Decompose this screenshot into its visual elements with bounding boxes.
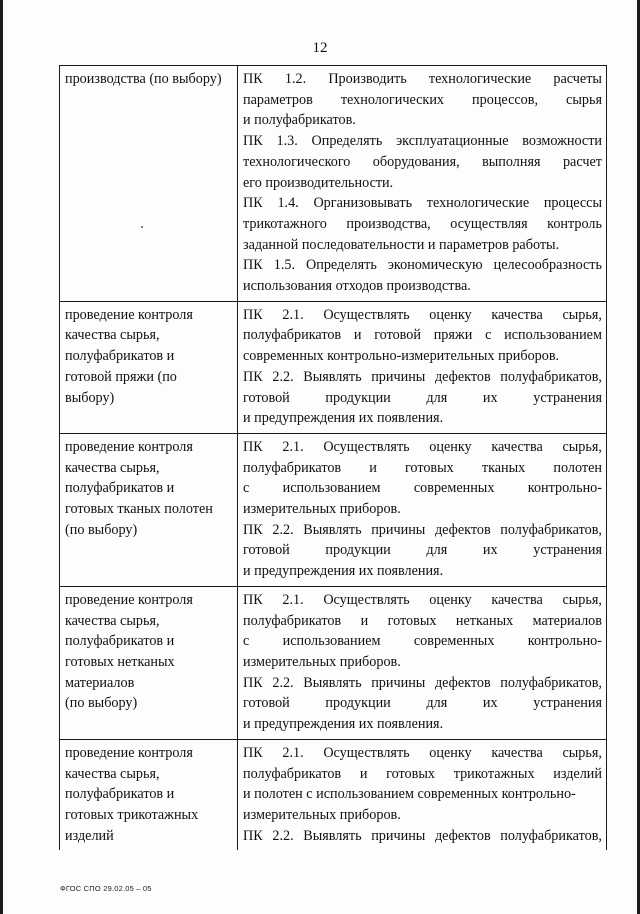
word: и bbox=[369, 459, 377, 476]
word: расчет bbox=[562, 153, 602, 170]
competency-line bbox=[243, 305, 602, 326]
word: и полотен с использованием современных контрольно- bbox=[243, 786, 576, 803]
activity-cell bbox=[60, 433, 238, 586]
competency-line bbox=[243, 325, 602, 346]
table-row bbox=[60, 586, 607, 739]
word: 2.1. bbox=[282, 744, 304, 761]
word: готовой bbox=[374, 327, 421, 344]
word: готовых bbox=[387, 612, 437, 629]
word: производства, bbox=[346, 215, 431, 232]
word: готовых bbox=[386, 765, 435, 782]
word: дефектов bbox=[434, 521, 491, 538]
word: сырья bbox=[566, 91, 602, 108]
word: использованием bbox=[504, 327, 602, 344]
activity-line: качества сырья, bbox=[65, 765, 160, 782]
activity-line: качества сырья, bbox=[65, 612, 160, 629]
word: причины bbox=[371, 827, 426, 844]
word: использованием bbox=[282, 480, 381, 497]
activity-line: качества сырья, bbox=[65, 459, 160, 476]
competency-line bbox=[243, 235, 602, 256]
competency-line bbox=[243, 805, 602, 826]
competency-paragraph bbox=[243, 255, 602, 296]
competency-paragraph bbox=[243, 590, 602, 673]
activity-line: готовых трикотажных bbox=[65, 807, 199, 824]
word: полотен bbox=[553, 459, 602, 476]
word: Выявлять bbox=[303, 827, 362, 844]
competency-line bbox=[243, 346, 602, 367]
activity-cell bbox=[60, 739, 238, 850]
activity-line: материалов bbox=[65, 674, 135, 691]
word: причины bbox=[371, 521, 426, 538]
word: Осуществлять bbox=[323, 306, 410, 323]
activity-line: проведение контроля bbox=[65, 438, 193, 455]
word: Осуществлять bbox=[323, 744, 410, 761]
competency-paragraph bbox=[243, 520, 602, 582]
word: Выявлять bbox=[303, 368, 362, 385]
competency-paragraph bbox=[243, 193, 602, 255]
word: качества bbox=[491, 306, 543, 323]
word: осуществляя bbox=[450, 215, 528, 232]
word: с bbox=[243, 480, 250, 497]
activity-line: готовой пряжи (по bbox=[65, 368, 177, 385]
competency-line bbox=[243, 714, 602, 735]
word: причины bbox=[371, 368, 426, 385]
word: устранения bbox=[533, 389, 602, 406]
competency-line bbox=[243, 499, 602, 520]
word: и предупреждения их появления. bbox=[243, 716, 444, 733]
word: современных контрольно-измерительных приборов. bbox=[243, 348, 560, 365]
word: целесообразность bbox=[493, 257, 602, 274]
word: Выявлять bbox=[303, 674, 362, 691]
word: ПК bbox=[243, 674, 263, 691]
competency-line bbox=[243, 631, 602, 652]
word: ПК bbox=[243, 257, 263, 274]
competency-paragraph bbox=[243, 437, 602, 520]
scan-speck bbox=[141, 226, 143, 228]
activity-line: проведение контроля bbox=[65, 591, 193, 608]
competency-paragraph bbox=[243, 131, 602, 193]
word: расчеты bbox=[553, 71, 602, 87]
word: ПК bbox=[243, 133, 263, 150]
word: его производительности. bbox=[243, 174, 394, 191]
footer-standard-code: ФГОС СПО 29.02.05 – 05 bbox=[60, 884, 152, 893]
word: 1.5. bbox=[273, 257, 295, 274]
word: контрольно- bbox=[527, 480, 602, 497]
word: готовых bbox=[404, 459, 454, 476]
word: возможности bbox=[522, 133, 602, 150]
word: трикотажных bbox=[453, 765, 535, 782]
word: их bbox=[482, 542, 498, 559]
word: 2.2. bbox=[272, 827, 294, 844]
word: сырья, bbox=[562, 306, 602, 323]
word: их bbox=[482, 695, 498, 712]
activity-line: (по выбору) bbox=[65, 695, 138, 712]
word: использования отходов производства. bbox=[243, 278, 471, 295]
competency-paragraph bbox=[243, 673, 602, 735]
word: изделий bbox=[553, 765, 602, 782]
competency-paragraph bbox=[243, 367, 602, 429]
word: Определять bbox=[311, 133, 383, 150]
word: дефектов bbox=[434, 368, 491, 385]
competency-line bbox=[243, 826, 602, 847]
word: полуфабрикатов, bbox=[500, 827, 602, 844]
word: 2.2. bbox=[272, 368, 294, 385]
competency-line bbox=[243, 90, 602, 111]
competency-line bbox=[243, 367, 602, 388]
word: полуфабрикатов bbox=[243, 327, 342, 344]
word: и предупреждения их появления. bbox=[243, 563, 444, 580]
activity-line: готовых нетканых bbox=[65, 654, 175, 671]
word: ПК bbox=[243, 521, 263, 538]
word: технологические bbox=[428, 71, 532, 87]
competency-paragraph bbox=[243, 826, 602, 847]
word: качества bbox=[491, 744, 543, 761]
word: Организовывать bbox=[313, 195, 413, 212]
table-row bbox=[60, 66, 607, 302]
word: Производить bbox=[328, 71, 407, 87]
word: 2.1. bbox=[282, 591, 304, 608]
word: ПК bbox=[243, 744, 263, 761]
word: устранения bbox=[533, 542, 602, 559]
competency-line bbox=[243, 784, 602, 805]
word: и предупреждения их появления. bbox=[243, 410, 444, 427]
activity-line: полуфабрикатов и bbox=[65, 480, 175, 497]
word: контрольно- bbox=[527, 633, 602, 650]
activity-line: проведение контроля bbox=[65, 744, 193, 761]
competency-paragraph bbox=[243, 743, 602, 826]
word: 1.2. bbox=[284, 71, 307, 87]
word: технологического bbox=[243, 153, 351, 170]
competency-line bbox=[243, 458, 602, 479]
word: и bbox=[359, 765, 368, 782]
word: измерительных приборов. bbox=[243, 654, 401, 671]
word: выполняя bbox=[482, 153, 541, 170]
competency-line bbox=[243, 520, 602, 541]
competency-line bbox=[243, 743, 602, 764]
word: ПК bbox=[243, 71, 263, 87]
word: ПК bbox=[243, 368, 263, 385]
word: оборудования, bbox=[372, 153, 460, 170]
word: современных bbox=[413, 633, 495, 650]
word: полуфабрикатов, bbox=[500, 674, 602, 691]
word: Осуществлять bbox=[323, 438, 410, 455]
activity-line: полуфабрикатов и bbox=[65, 348, 175, 365]
word: готовой bbox=[243, 695, 290, 712]
word: полуфабрикатов, bbox=[500, 521, 602, 538]
word: нетканых bbox=[455, 612, 514, 629]
competencies-cell bbox=[238, 433, 607, 586]
scan-edge-left bbox=[0, 0, 3, 914]
word: 2.2. bbox=[272, 674, 294, 691]
word: полуфабрикатов bbox=[243, 459, 342, 476]
competency-line bbox=[243, 193, 602, 214]
competency-paragraph bbox=[243, 305, 602, 367]
word: 2.1. bbox=[282, 306, 304, 323]
word: заданной последовательности и параметров работы. bbox=[243, 236, 560, 253]
word: измерительных приборов. bbox=[243, 807, 401, 824]
word: готовой bbox=[243, 389, 290, 406]
word: для bbox=[426, 695, 448, 712]
word: оценку bbox=[429, 591, 472, 608]
word: для bbox=[426, 389, 448, 406]
word: трикотажного bbox=[243, 215, 327, 232]
word: 2.2. bbox=[272, 521, 294, 538]
word: для bbox=[426, 542, 448, 559]
word: продукции bbox=[325, 542, 391, 559]
word: ПК bbox=[243, 438, 263, 455]
word: Осуществлять bbox=[323, 591, 410, 608]
word: полуфабрикатов bbox=[243, 612, 342, 629]
word: и полуфабрикатов. bbox=[243, 112, 356, 129]
competency-line bbox=[243, 590, 602, 611]
competency-line bbox=[243, 388, 602, 409]
word: тканых bbox=[481, 459, 526, 476]
activity-cell bbox=[60, 586, 238, 739]
word: сырья, bbox=[562, 591, 602, 608]
word: ПК bbox=[243, 827, 263, 844]
word: ПК bbox=[243, 306, 263, 323]
word: дефектов bbox=[434, 674, 491, 691]
competency-line bbox=[243, 69, 602, 90]
page-number: 12 bbox=[312, 40, 328, 56]
word: оценку bbox=[429, 744, 472, 761]
word: технологические bbox=[426, 195, 530, 212]
competencies-cell bbox=[238, 586, 607, 739]
competency-line bbox=[243, 764, 602, 785]
word: сырья, bbox=[562, 744, 602, 761]
table-row bbox=[60, 739, 607, 850]
table-row bbox=[60, 433, 607, 586]
word: оценку bbox=[429, 438, 472, 455]
word: параметров bbox=[243, 91, 313, 108]
competency-line bbox=[243, 693, 602, 714]
competency-line bbox=[243, 214, 602, 235]
activity-line: выбору) bbox=[65, 389, 115, 406]
competency-line bbox=[243, 255, 602, 276]
activity-line: полуфабрикатов и bbox=[65, 633, 175, 650]
word: продукции bbox=[325, 389, 391, 406]
competency-line bbox=[243, 408, 602, 429]
activity-line: изделий bbox=[65, 827, 114, 844]
competencies-cell bbox=[238, 66, 607, 302]
competency-line bbox=[243, 478, 602, 499]
word: ПК bbox=[243, 591, 263, 608]
competencies-cell bbox=[238, 739, 607, 850]
competency-table bbox=[59, 65, 607, 850]
activity-line: полуфабрикатов и bbox=[65, 786, 175, 803]
word: полуфабрикатов bbox=[243, 765, 342, 782]
activity-line: качества сырья, bbox=[65, 327, 160, 344]
word: материалов bbox=[532, 612, 602, 629]
competency-line bbox=[243, 110, 602, 131]
competency-line bbox=[243, 276, 602, 297]
word: ПК bbox=[243, 195, 263, 212]
activity-line: готовых тканых полотен bbox=[65, 501, 213, 518]
word: и bbox=[360, 612, 369, 629]
word: их bbox=[482, 389, 498, 406]
word: полуфабрикатов, bbox=[500, 368, 602, 385]
word: контроль bbox=[547, 215, 602, 232]
word: оценку bbox=[429, 306, 472, 323]
word: с bbox=[243, 633, 250, 650]
competency-table-body bbox=[60, 66, 607, 851]
word: продукции bbox=[325, 695, 391, 712]
competency-line bbox=[243, 611, 602, 632]
word: 2.1. bbox=[282, 438, 304, 455]
activity-line: проведение контроля bbox=[65, 306, 193, 323]
competency-line bbox=[243, 173, 602, 194]
activity-line: производства (по выбору) bbox=[65, 71, 222, 87]
word: эксплуатационные bbox=[396, 133, 509, 150]
competency-line bbox=[243, 131, 602, 152]
word: качества bbox=[491, 591, 543, 608]
word: процессов, bbox=[472, 91, 539, 108]
word: Определять bbox=[306, 257, 377, 274]
competency-line bbox=[243, 652, 602, 673]
word: с bbox=[485, 327, 492, 344]
table-row bbox=[60, 301, 607, 433]
competency-line bbox=[243, 561, 602, 582]
word: экономическую bbox=[387, 257, 483, 274]
word: технологических bbox=[340, 91, 445, 108]
activity-line: (по выбору) bbox=[65, 521, 138, 538]
word: пряжи bbox=[433, 327, 473, 344]
word: современных bbox=[413, 480, 495, 497]
competency-line bbox=[243, 437, 602, 458]
word: измерительных приборов. bbox=[243, 501, 401, 518]
competency-paragraph bbox=[243, 69, 602, 131]
word: готовой bbox=[243, 542, 290, 559]
activity-cell bbox=[60, 66, 238, 302]
word: процессы bbox=[543, 195, 602, 212]
activity-cell bbox=[60, 301, 238, 433]
word: использованием bbox=[282, 633, 381, 650]
competency-line bbox=[243, 540, 602, 561]
competency-line bbox=[243, 673, 602, 694]
word: Выявлять bbox=[303, 521, 362, 538]
word: причины bbox=[371, 674, 426, 691]
word: сырья, bbox=[562, 438, 602, 455]
word: качества bbox=[491, 438, 543, 455]
word: дефектов bbox=[434, 827, 491, 844]
word: и bbox=[353, 327, 362, 344]
word: устранения bbox=[533, 695, 602, 712]
competencies-cell bbox=[238, 301, 607, 433]
word: 1.3. bbox=[276, 133, 298, 150]
competency-line bbox=[243, 152, 602, 173]
word: 1.4. bbox=[277, 195, 299, 212]
